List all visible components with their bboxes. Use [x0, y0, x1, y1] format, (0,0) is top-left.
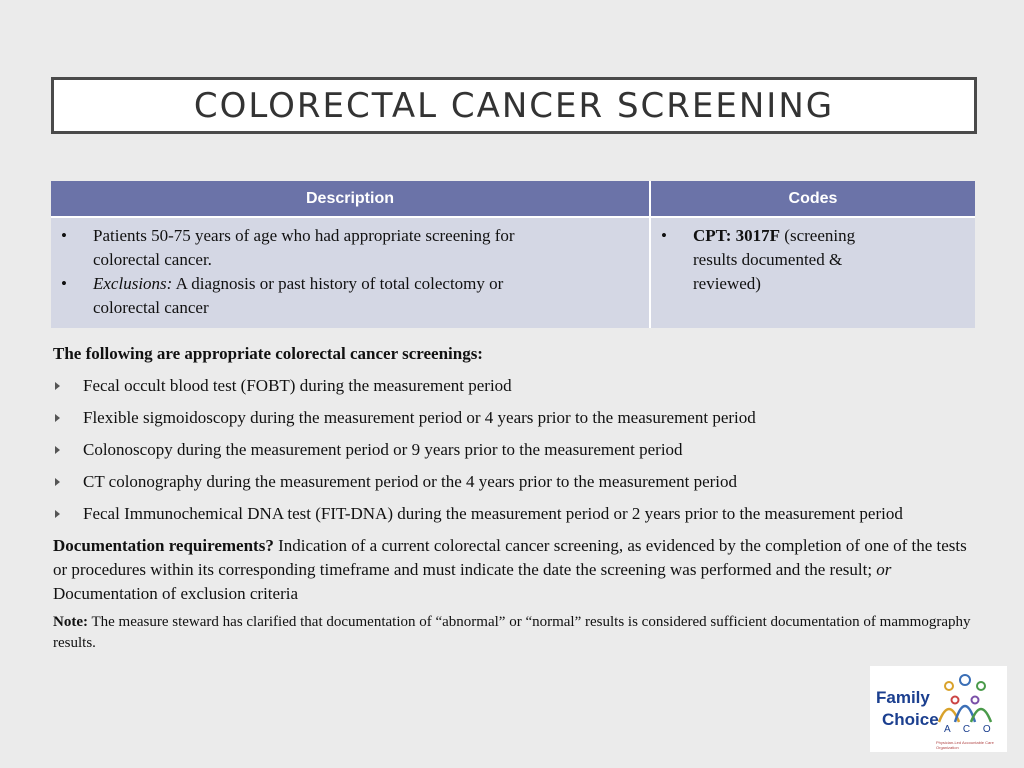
title-box [51, 77, 977, 134]
codes-cell [650, 217, 975, 328]
content-body [53, 342, 978, 654]
logo-family-text: Family [876, 688, 930, 707]
note: Note: The measure steward has clarified that documentation of “abnormal” or “normal” results is considered sufficient documentation of mammography results. [53, 614, 971, 651]
documentation-requirements: Documentation requirements? Indication of a current colorectal cancer screening, as evidenced by the completion of one of the tests or procedures within its corresponding timeframe and must indicate the date the screening was performed and the result; or Documentation of exclusion criteria [53, 536, 967, 603]
list-item: Flexible sigmoidoscopy during the measurement period or 4 years prior to the measurement period [53, 406, 978, 430]
description-item: • Exclusions: A diagnosis or past history of total colectomy or colorectal cancer [59, 272, 563, 320]
header-description: Description [51, 181, 650, 217]
logo-tagline: Physician-Led Accountable Care Organization [936, 740, 994, 750]
list-item: CT colonography during the measurement period or the 4 years prior to the measurement period [53, 470, 978, 494]
list-item: Colonoscopy during the measurement period or 9 years prior to the measurement period [53, 438, 978, 462]
list-item: Fecal occult blood test (FOBT) during the measurement period [53, 374, 978, 398]
screenings-list [53, 374, 978, 526]
description-cell [51, 217, 650, 328]
triangle-bullet-icon [55, 510, 60, 518]
triangle-bullet-icon [55, 382, 60, 390]
code-item: • CPT: 3017F (screening results documented & reviewed) [659, 224, 893, 296]
triangle-bullet-icon [55, 478, 60, 486]
codes-table [51, 181, 975, 328]
list-item: Fecal Immunochemical DNA test (FIT-DNA) during the measurement period or 2 years prior to the measurement period [53, 502, 978, 526]
triangle-bullet-icon [55, 446, 60, 454]
family-choice-logo [870, 666, 1007, 752]
logo-choice-text: Choice [882, 710, 939, 729]
slide-title: COLORECTAL CANCER SCREENING [193, 85, 835, 126]
logo-aco-text: A C O [944, 724, 996, 735]
cpt-code: CPT: 3017F [693, 226, 781, 245]
triangle-bullet-icon [55, 414, 60, 422]
header-codes: Codes [650, 181, 975, 217]
description-item: • Patients 50-75 years of age who had appropriate screening for colorectal cancer. [59, 224, 563, 272]
screenings-lead: The following are appropriate colorectal cancer screenings: [53, 344, 483, 363]
exclusions-label: Exclusions: [93, 274, 173, 293]
